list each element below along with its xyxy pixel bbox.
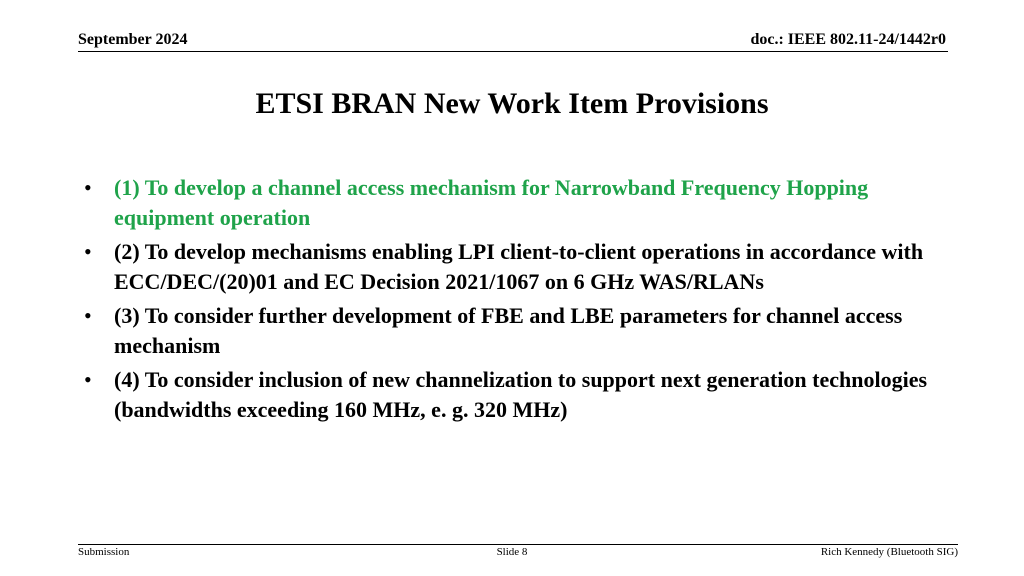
bullet-text-3: (3) To consider further development of FBE and LBE parameters for channel access mechanism: [114, 303, 903, 358]
header-divider: [78, 51, 948, 52]
footer-author: Rich Kennedy (Bluetooth SIG): [820, 546, 958, 558]
slide-title: ETSI BRAN New Work Item Provisions: [255, 87, 769, 120]
bullet-marker: •: [84, 239, 92, 264]
header-doc-id: doc.: IEEE 802.11-24/1442r0: [750, 31, 946, 48]
bullet-item-1: [84, 173, 944, 233]
bullet-text-2: (2) To develop mechanisms enabling LPI client-to-client operations in accordance with ECC/DEC/(20)01 and EC Decision 2021/1067 on 6 GHz WAS/RLANs: [114, 239, 924, 294]
footer-slide-number: Slide 8: [496, 546, 528, 558]
bullet-item-3: [84, 301, 944, 361]
bullet-text-4: (4) To consider inclusion of new channelization to support next generation technologies (bandwidths exceeding 160 MHz, e. g. 320 MHz): [114, 367, 928, 422]
footer-divider: [78, 544, 958, 545]
bullet-marker: •: [84, 303, 92, 328]
bullet-marker: •: [84, 175, 92, 200]
bullet-marker: •: [84, 367, 92, 392]
footer-submission: Submission: [78, 546, 130, 558]
header-date: September 2024: [78, 31, 188, 48]
bullet-text-1: (1) To develop a channel access mechanism for Narrowband Frequency Hopping equipment operation: [114, 175, 869, 230]
bullet-item-4: [84, 365, 944, 425]
bullet-list: [84, 173, 944, 429]
bullet-item-2: [84, 237, 944, 297]
